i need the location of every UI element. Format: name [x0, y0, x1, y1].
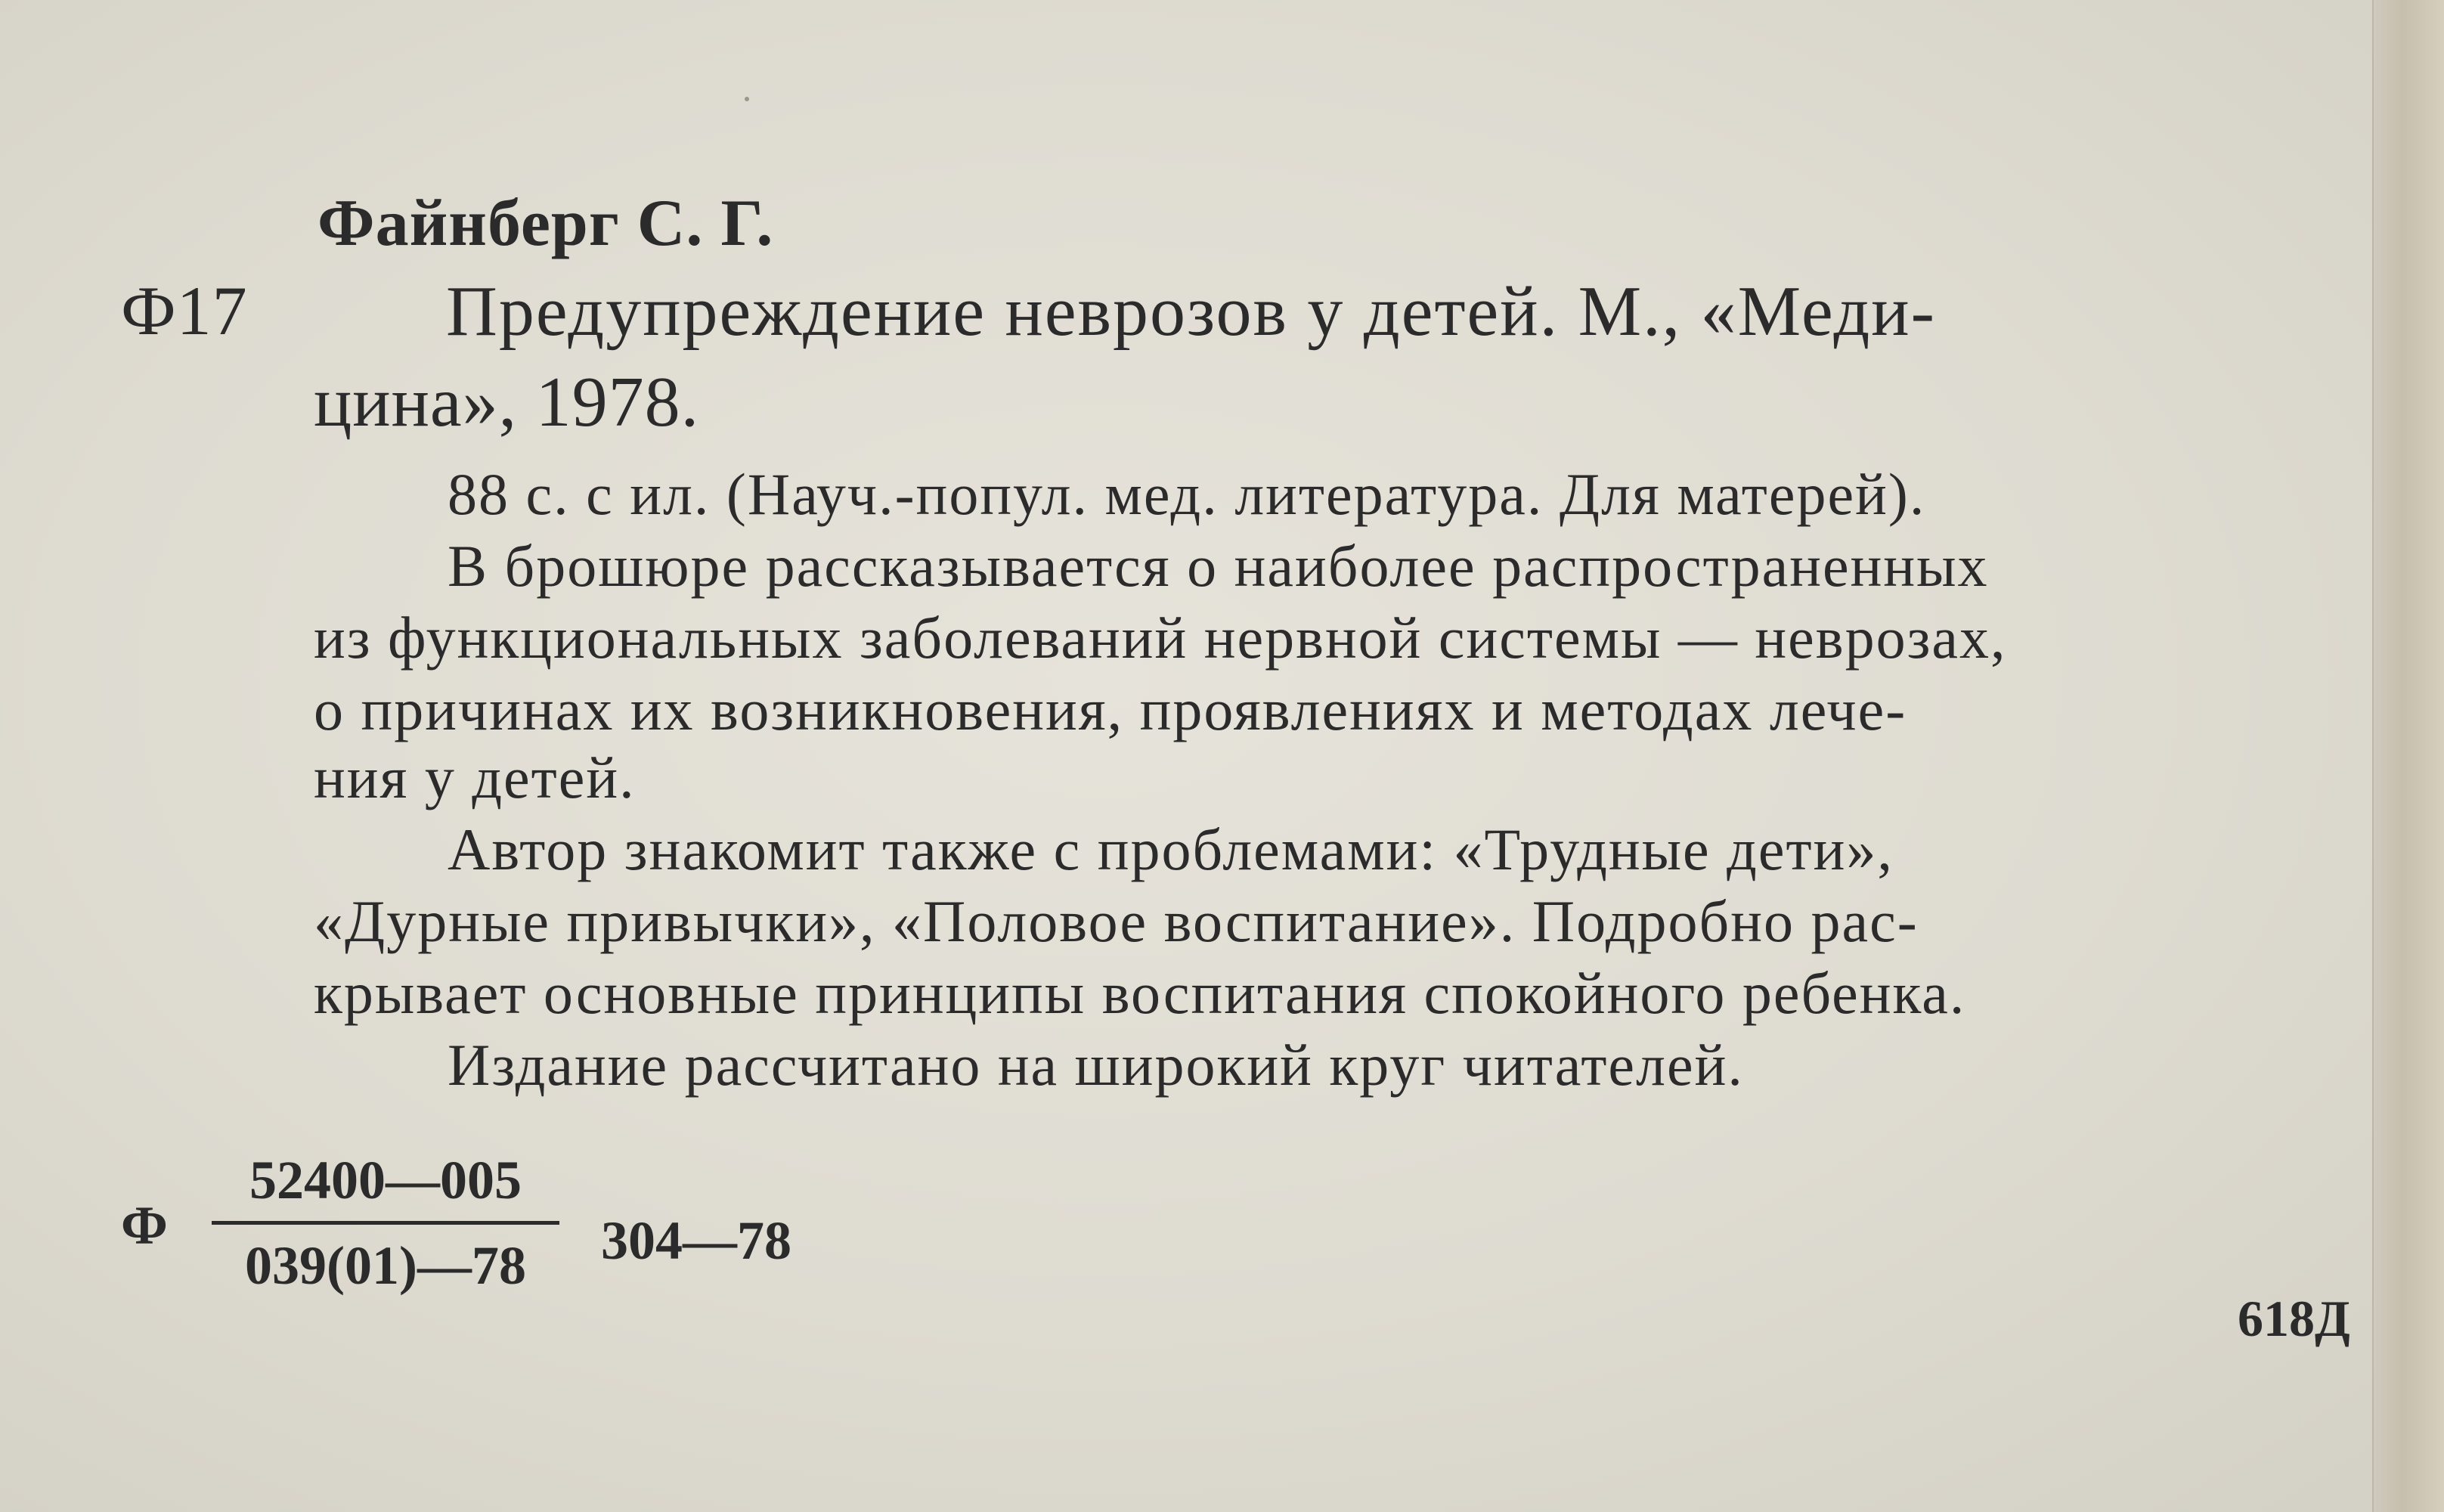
classification-numerator: 52400—005: [249, 1150, 522, 1210]
description-line: В брошюре рассказывается о наиболее распространенных: [448, 533, 1989, 599]
description-line: Автор знакомит также с проблемами: «Трудные дети»,: [448, 816, 1894, 882]
book-title-line: цина», 1978.: [314, 363, 700, 442]
classification-denominator: 039(01)—78: [245, 1235, 526, 1296]
classification-suffix: 304—78: [601, 1210, 791, 1271]
paper-speck: [745, 97, 749, 101]
description-line: «Дурные привычки», «Половое воспитание». Подробно рас-: [314, 888, 1919, 954]
description-line: Издание рассчитано на широкий круг читателей.: [448, 1032, 1744, 1098]
description-line: о причинах их возникновения, проявлениях и методах лече-: [314, 677, 1907, 742]
catalog-index: Ф17: [121, 272, 248, 349]
author-name: Файнберг С. Г.: [318, 187, 774, 260]
page-edge: [2374, 0, 2444, 1512]
classification-fraction: [212, 1150, 559, 1296]
fraction-bar: [212, 1221, 559, 1225]
description-line: крывает основные принципы воспитания спокойного ребенка.: [314, 960, 1966, 1026]
classification-letter: Ф: [121, 1195, 168, 1256]
description-line: ния у детей.: [314, 745, 636, 810]
description-line: 88 с. с ил. (Науч.-попул. мед. литература. Для матерей).: [448, 461, 1926, 527]
price-code: 618Д: [2238, 1290, 2350, 1347]
description-line: из функциональных заболеваний нервной системы — неврозах,: [314, 605, 2007, 671]
book-title-line: Предупреждение неврозов у детей. М., «Меди-: [446, 272, 1936, 351]
